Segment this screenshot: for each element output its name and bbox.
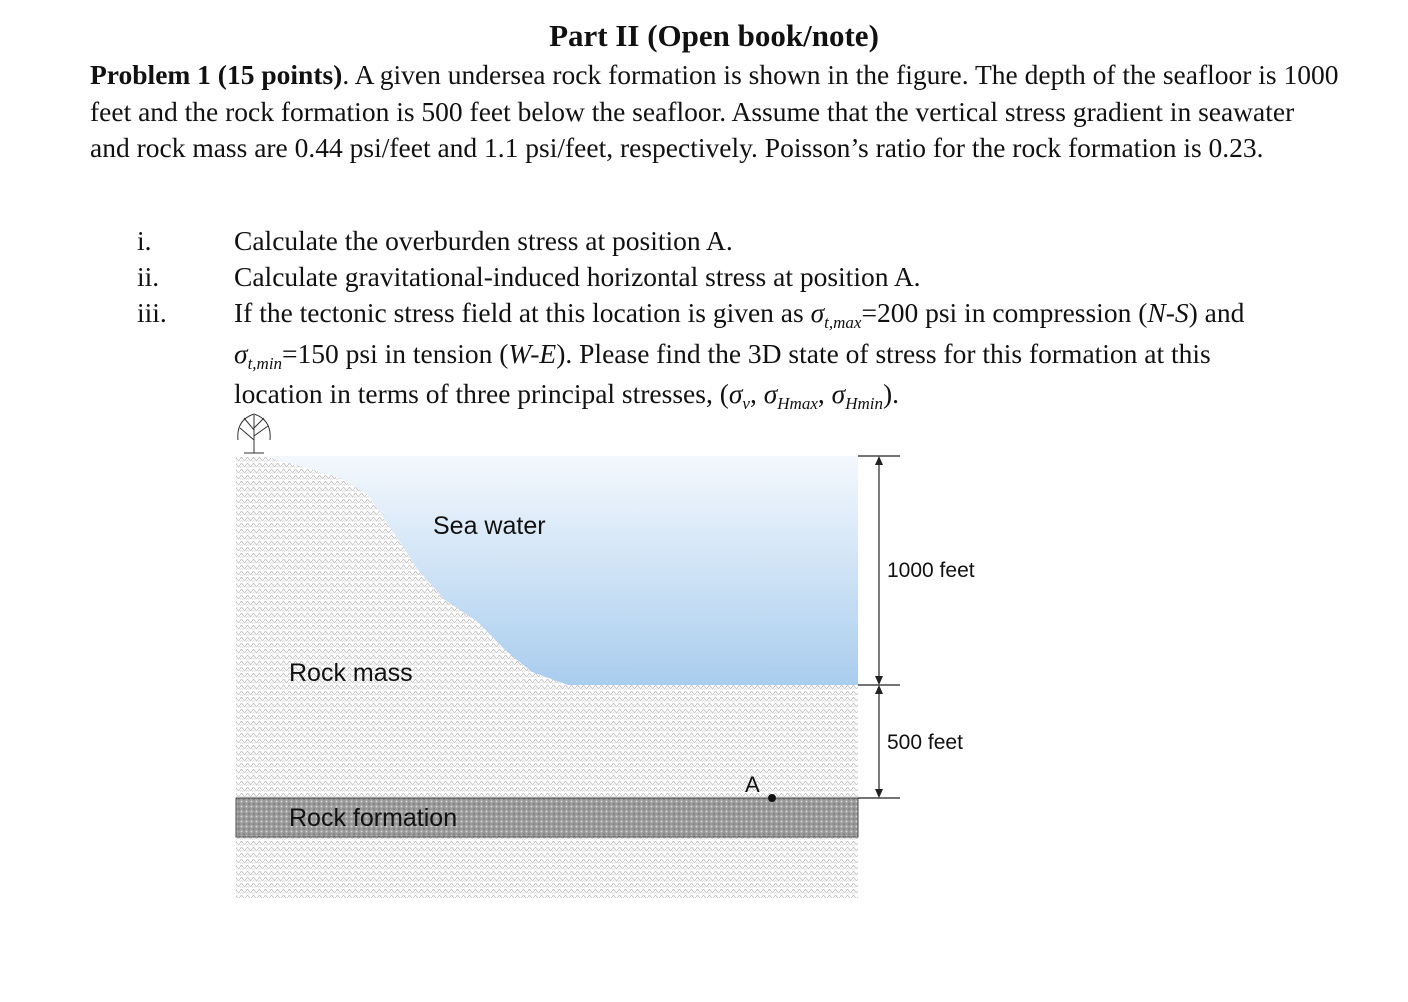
question-number-1: i. <box>137 225 152 256</box>
sea-water-label: Sea water <box>433 512 546 540</box>
rock-mass-label: Rock mass <box>289 659 413 687</box>
question-1-text: Calculate the overburden stress at position A. <box>234 225 733 256</box>
point-a-label: A <box>745 772 760 797</box>
tree-icon <box>238 414 270 453</box>
problem-heading: Problem 1 (15 points) <box>90 59 343 90</box>
question-number-2: ii. <box>137 261 160 292</box>
question-3-text: If the tectonic stress field at this location is given as $\sigma_{t,max}=200$ psi in compression (N-S) and $\sigma_{t,min}=150$ psi in tension (W-E). Please find the 3D state of stress for this formation at this location in terms of three principal stresses, ($\sigma_v$, $\sigma_{Hmax}$, $\sigma_{Hmin}$). <box>234 297 1245 414</box>
depth-500-label: 500 feet <box>887 731 963 754</box>
question-number-3: iii. <box>137 297 167 328</box>
page-title: Part II (Open book/note) <box>549 18 879 53</box>
question-2-text: Calculate gravitational-induced horizontal stress at position A. <box>234 261 921 292</box>
point-a-marker <box>768 794 776 802</box>
problem-text: . A given undersea rock formation is shown in the figure. The depth of the seafloor is 1000 feet and the rock formation is 500 feet below the seafloor. Assume that the vertical stress gradient in seawater and rock mass are 0.44 psi/feet and 1.1 psi/feet, respectively. Poisson’s ratio for the rock formation is 0.23. <box>90 59 1339 164</box>
rock-formation-label: Rock formation <box>289 804 458 832</box>
depth-1000-label: 1000 feet <box>887 559 975 582</box>
